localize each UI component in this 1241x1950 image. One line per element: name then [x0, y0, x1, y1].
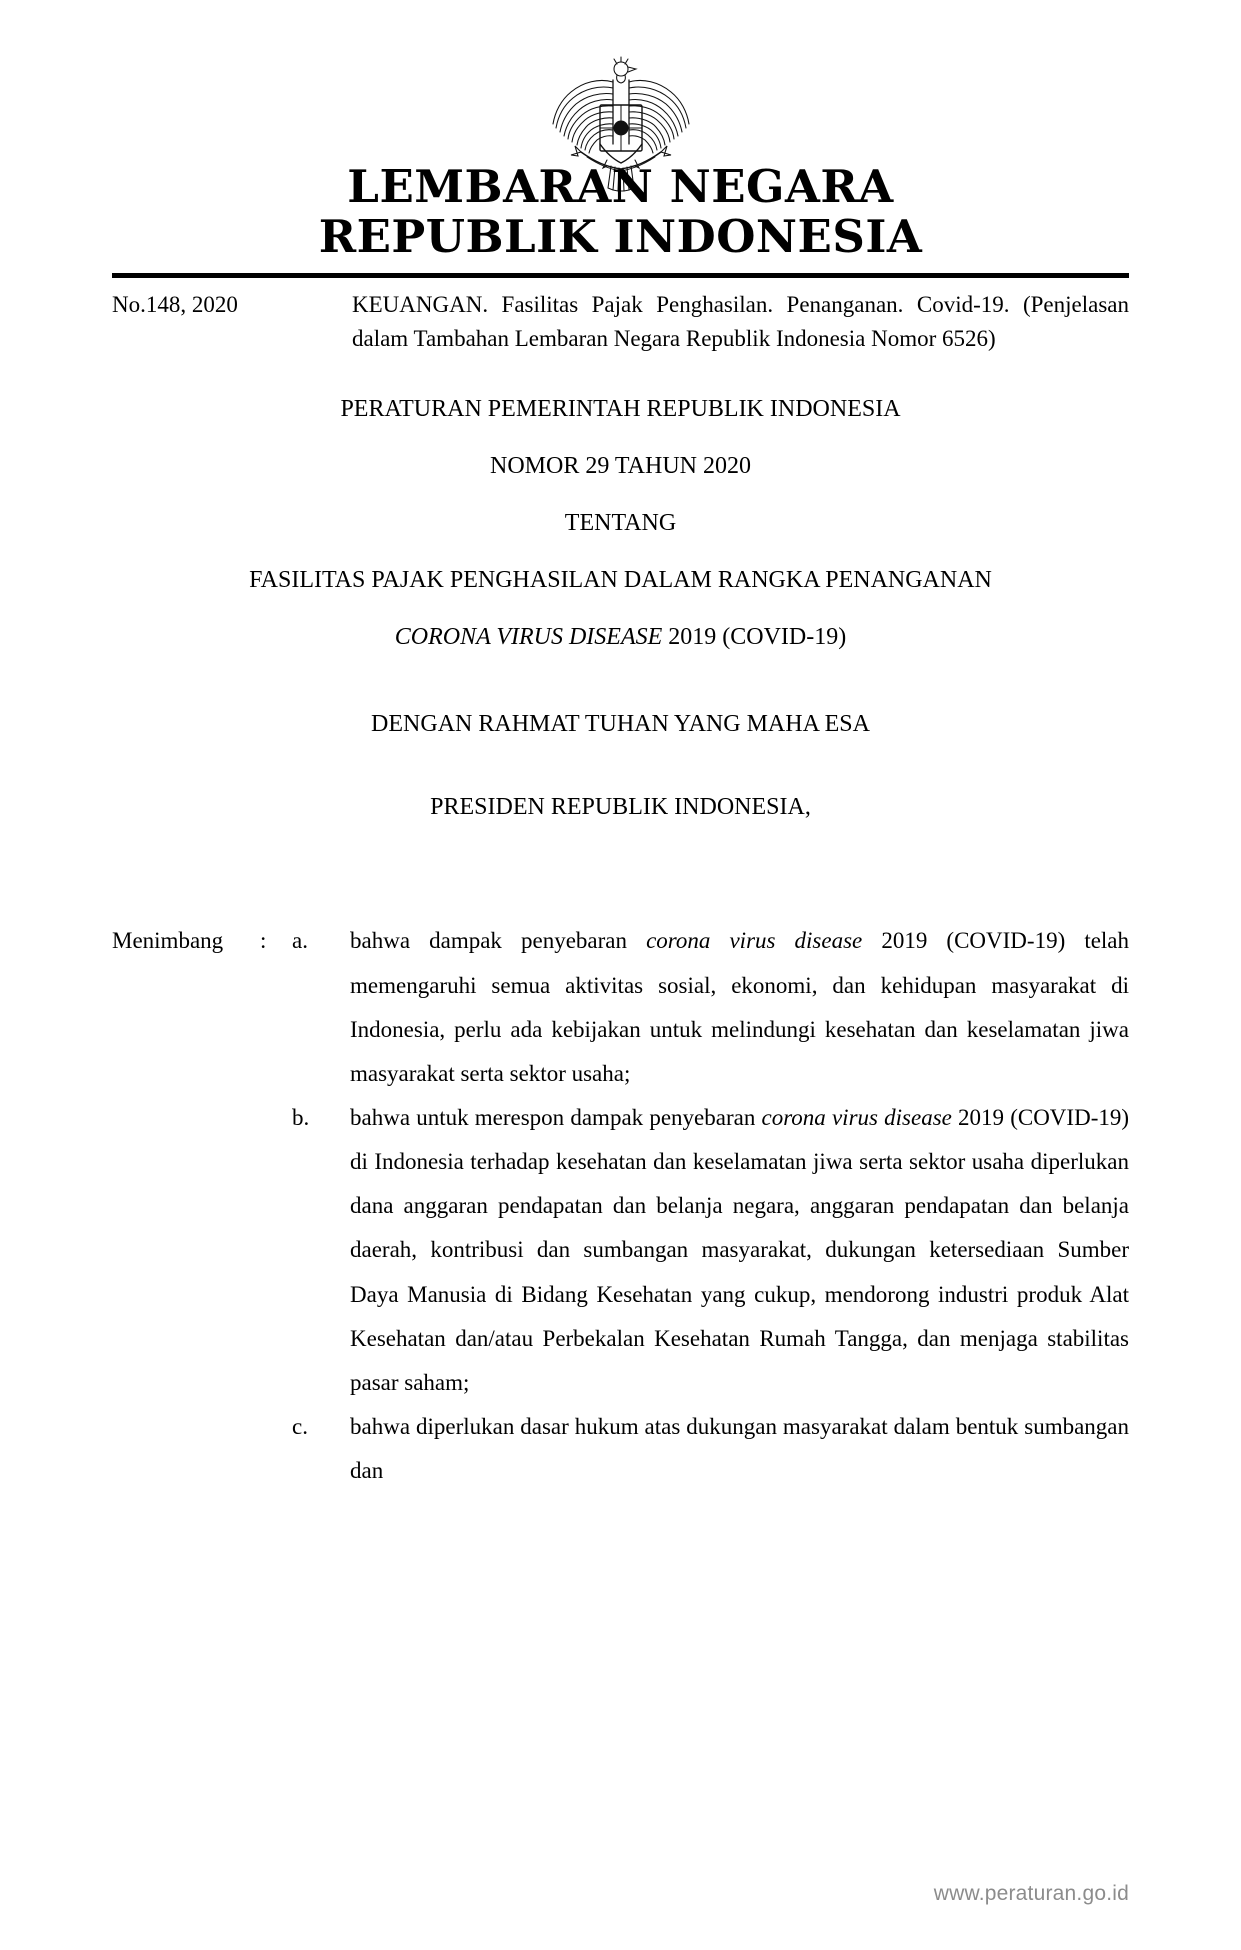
considering-item-c [112, 1405, 1129, 1493]
considering-marker-a: a. [292, 928, 308, 954]
considering-a-part1: bahwa dampak penyebaran [350, 928, 647, 954]
considering-b-part2: 2019 (COVID-19) di Indonesia terhadap kesehatan dan keselamatan jiwa serta sektor usaha diperlukan dana anggaran pendapatan dan belanja negara, anggaran pendapatan dan belanja daerah, kontribusi dan sumbangan masyarakat, dukungan ketersediaan Sumber Daya Manusia di Bidang Kesehatan yang cukup, mendorong industri produk Alat Kesehatan dan/atau Perbekalan Kesehatan Rumah Tangga, dan menjaga stabilitas pasar saham; [350, 1105, 1130, 1395]
emblem-container [112, 0, 1129, 152]
considering-section [112, 919, 1129, 1493]
considering-b-part1: bahwa untuk merespon dampak penyebaran [350, 1105, 762, 1130]
considering-a-part2: 2019 (COVID-19) telah memengaruhi semua aktivitas sosial, ekonomi, dan kehidupan masyarakat di Indonesia, perlu ada kebijakan untuk melindungi kesehatan dan keselamatan jiwa masyarakat serta sektor usaha; [350, 928, 1130, 1086]
masthead-line-2: REPUBLIK INDONESIA [318, 210, 923, 264]
considering-text-a [350, 919, 1129, 1096]
gazette-number: No.148, 2020 [112, 291, 238, 317]
title-line-subject-2 [112, 625, 1129, 649]
considering-b-italic: corona virus disease [761, 1105, 952, 1130]
considering-item-a [112, 919, 1129, 1096]
considering-a-italic: corona virus disease [646, 928, 863, 954]
considering-marker-c: c. [292, 1414, 308, 1440]
masthead-line-1: LEMBARAN NEGARA [347, 160, 894, 213]
header-divider-rule [112, 273, 1129, 278]
authority-line: PRESIDEN REPUBLIK INDONESIA, [430, 794, 811, 821]
title-line-number: NOMOR 29 TAHUN 2020 [490, 453, 751, 480]
considering-label: Menimbang [112, 928, 224, 954]
title-subject-italic: CORONA VIRUS DISEASE [394, 624, 663, 651]
considering-c-part1: bahwa diperlukan dasar hukum atas dukungan masyarakat dalam bentuk sumbangan dan [350, 1414, 1129, 1484]
header-meta-row [112, 288, 1129, 356]
considering-colon: : [260, 928, 267, 954]
gazette-description: KEUANGAN. Fasilitas Pajak Penghasilan. Penanganan. Covid-19. (Penjelasan dalam Tambahan Lembaran Negara Republik Indonesia Nomor 6526) [352, 291, 1129, 351]
masthead [112, 162, 1129, 263]
title-line-issuer: PERATURAN PEMERINTAH REPUBLIK INDONESIA [340, 396, 901, 423]
title-line-tentang: TENTANG [564, 510, 677, 537]
considering-text-b [350, 1096, 1129, 1405]
title-line-subject-1: FASILITAS PAJAK PENGHASILAN DALAM RANGKA PENANGANAN [249, 567, 992, 594]
considering-marker-b: b. [292, 1105, 310, 1130]
title-subject-rest: 2019 (COVID-19) [662, 624, 847, 651]
regulation-title-block [112, 397, 1129, 649]
considering-text-c [350, 1405, 1129, 1493]
footer-watermark-url: www.peraturan.go.id [933, 1882, 1129, 1905]
considering-item-b [112, 1096, 1129, 1405]
salutation-line: DENGAN RAHMAT TUHAN YANG MAHA ESA [371, 711, 870, 738]
